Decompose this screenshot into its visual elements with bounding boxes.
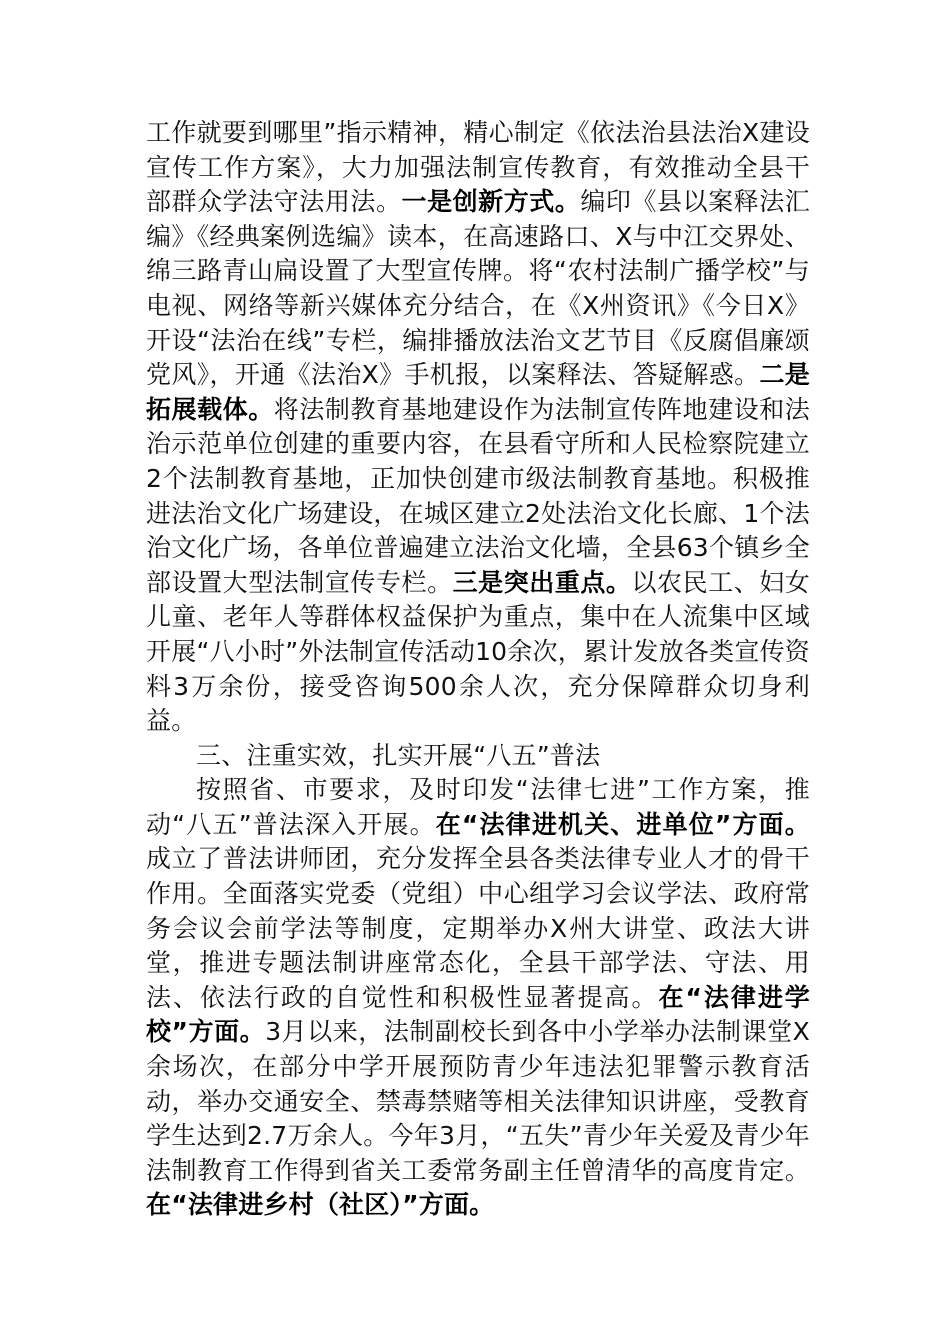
document-body bbox=[146, 116, 810, 1223]
bold-heading-innovate-methods: 一是创新方式。 bbox=[401, 187, 581, 217]
bold-heading-law-into-organs: 在“法律进机关、进单位”方面。 bbox=[435, 809, 810, 839]
text-run: 工作就要到哪里”指示精神，精心制定《依法治县法治X建设宣传工作方案》，大力加强法制宣传教育，有效推动全县干部群众学法守法用法。 bbox=[146, 118, 810, 217]
paragraph-legal-publicity bbox=[146, 116, 810, 739]
text-run: 以农民工、妇女儿童、老年人等群体权益保护为重点，集中在人流集中区域开展“八小时”外法制宣传活动10余次，累计发放各类宣传资料3万余份，接受咨询500余人次，充分保障群众切身利益。 bbox=[146, 567, 810, 736]
section-heading-three bbox=[146, 739, 810, 774]
bold-heading-expand-carriers: 二是拓展载体。 bbox=[146, 360, 810, 424]
bold-heading-law-into-villages: 在“法律进乡村（社区）”方面。 bbox=[146, 1190, 495, 1220]
bold-heading-highlight-focus: 三是突出重点。 bbox=[452, 567, 632, 597]
text-run: 3月以来，法制副校长到各中小学举办法制课堂X余场次，在部分中学开展预防青少年违法犯罪警示教育活动，举办交通安全、禁毒禁赌等相关法律知识讲座，受教育学生达到2.7万余人。今年3月，“五失”青少年关爱及青少年法制教育工作得到省关工委常务副主任曾清华的高度肯定。 bbox=[146, 1017, 810, 1185]
text-run: 成立了普法讲师团，充分发挥全县各类法律专业人才的骨干作用。全面落实党委（党组）中心组学习会议学法、政府常务会议会前学法等制度，定期举办X州大讲堂、政法大讲堂，推进专题法制讲座常态化，全县干部学法、守法、用法、依法行政的自觉性和积极性显著提高。 bbox=[146, 844, 810, 1012]
bold-heading-law-into-schools: 在“法律进学校”方面。 bbox=[146, 982, 810, 1047]
text-run: 编印《县以案释法汇编》《经典案例选编》读本，在高速路口、X与中江交界处、绵三路青山扁设置了大型宣传牌。将“农村法制广播学校”与电视、网络等新兴媒体充分结合，在《X州资讯》《今日X》开设“法治在线”专栏，编排播放法治文艺节目《反腐倡廉颂党风》，开通《法治X》手机报，以案释法、答疑解惑。 bbox=[146, 187, 810, 390]
text-run: 将法制教育基地建设作为法制宣传阵地建设和法治示范单位创建的重要内容，在县看守所和人民检察院建立2个法制教育基地，正加快创建市级法制教育基地。积极推进法治文化广场建设，在城区建立2处法治文化长廊、1个法治文化广场，各单位普遍建立法治文化墙，全县63个镇乡全部设置大型法制宣传专栏。 bbox=[146, 394, 810, 597]
paragraph-eighth-five-year bbox=[146, 773, 810, 1223]
section-heading-text: 三、注重实效，扎实开展“八五”普法 bbox=[196, 740, 601, 770]
text-run: 按照省、市要求，及时印发“法律七进”工作方案，推动“八五”普法深入开展。 bbox=[146, 775, 810, 839]
